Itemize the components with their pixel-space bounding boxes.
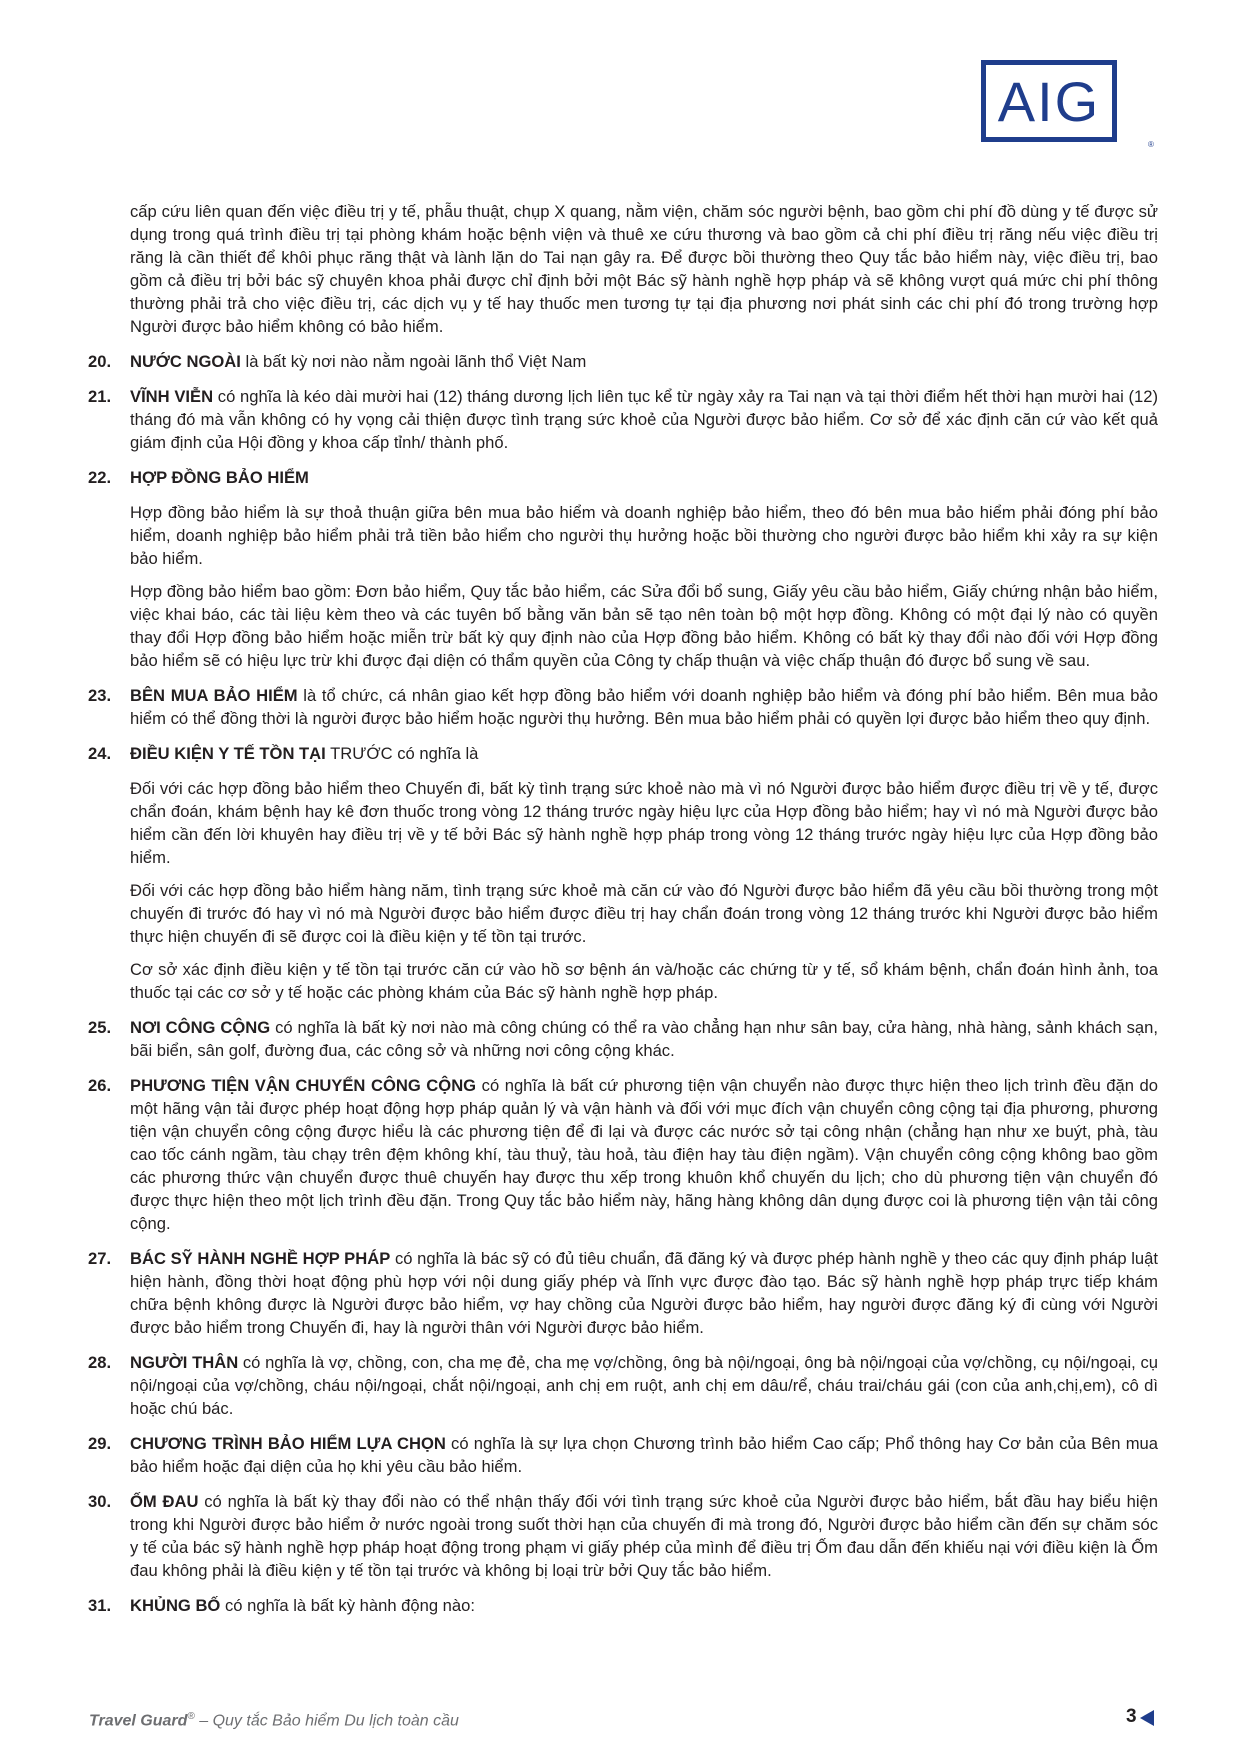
item-term: ỐM ĐAU [130, 1492, 199, 1511]
item-number: 30. [88, 1492, 112, 1511]
item-number: 24. [88, 744, 112, 763]
item-text: có nghĩa là vợ, chồng, con, cha mẹ đẻ, cha mẹ vợ/chồng, ông bà nội/ngoại, ông bà nội/ngoại của vợ/chồng, cụ nội/ngoại, cụ nội/ngoại của vợ/chồng, cháu nội/ngoại, chắt nội/ngoại, anh chị em ruột, anh chị em dâu/rể, cháu trai/cháu gái (con của anh,chị,em), cô dì hoặc chú bác. [130, 1353, 1158, 1418]
item-text: có nghĩa là bác sỹ có đủ tiêu chuẩn, đã đăng ký và được phép hành nghề y theo các quy định pháp luật hiện hành, đồng thời hoạt động phù hợp với nội dung giấy phép và lĩnh vực được đào tạo. Bác sỹ hành nghề hợp pháp trực tiếp khám chữa bệnh không được là Người được bảo hiểm, vợ hay chồng của Người được bảo hiểm, hay người được đăng ký đi cùng với Người được bảo hiểm trong Chuyến đi, hay là người thân với Người được bảo hiểm. [130, 1249, 1158, 1337]
footer-brand: Travel Guard [89, 1712, 188, 1730]
item-text: có nghĩa là bất kỳ thay đổi nào có thể nhận thấy đối với tình trạng sức khoẻ của Người được bảo hiểm, bắt đầu hay biểu hiện trong khi Người được bảo hiểm ở nước ngoài trong suốt thời hạn của chuyến đi mà trong đó, Người được bảo hiểm cần đến sự chăm sóc y tế của bác sỹ hành nghề hợp pháp hoạt động trong phạm vi giấy phép của mình để điều trị Ốm đau dẫn đến khiếu nại với điều kiện là Ốm đau không phải là điều kiện y tế tồn tại trước và không bị loại trừ bởi Quy tắc bảo hiểm. [130, 1492, 1158, 1580]
item-number: 27. [88, 1249, 112, 1268]
page-triangle-icon [1140, 1710, 1154, 1726]
page-number: 3 [1126, 1706, 1137, 1727]
item-number: 29. [88, 1434, 112, 1453]
definition-item-26 [88, 1074, 1158, 1235]
item-paragraph: Hợp đồng bảo hiểm bao gồm: Đơn bảo hiểm, Quy tắc bảo hiểm, các Sửa đổi bổ sung, Giấy yêu cầu bảo hiểm, Giấy chứng nhận bảo hiểm, việc khai báo, các tài liệu kèm theo và các tuyên bố bằng văn bản sẽ tạo nên toàn bộ một hợp đồng. Không có một đại lý nào có quyền thay đổi Hợp đồng bảo hiểm hoặc miễn trừ bất kỳ quy định nào của Hợp đồng bảo hiểm. Không có bất kỳ thay đổi nào đối với Hợp đồng bảo hiểm sẽ có hiệu lực trừ khi được đại diện có thẩm quyền của Công ty chấp thuận và việc chấp thuận đó được bổ sung về sau. [130, 582, 1158, 670]
item-term: NGƯỜI THÂN [130, 1353, 239, 1372]
definition-item-20 [88, 350, 1158, 373]
item-paragraph: Đối với các hợp đồng bảo hiểm theo Chuyến đi, bất kỳ tình trạng sức khoẻ nào mà vì nó Người được bảo hiểm được điều trị về y tế, được chẩn đoán, khám bệnh hay kê đơn thuốc trong vòng 12 tháng trước ngày hiệu lực của Hợp đồng bảo hiểm; hay vì nó mà Người được bảo hiểm cần đến lời khuyên hay điều trị về y tế bởi Bác sỹ hành nghề hợp pháp trong vòng 12 tháng trước ngày hiệu lực của Hợp đồng bảo hiểm. [130, 779, 1158, 867]
item-term: NƯỚC NGOÀI [130, 352, 241, 371]
item-number: 28. [88, 1353, 112, 1372]
item-text: là bất kỳ nơi nào nằm ngoài lãnh thổ Việt Nam [240, 352, 587, 371]
definition-item-27 [88, 1247, 1158, 1339]
item-text: có nghĩa là bất cứ phương tiện vận chuyển nào được thực hiện theo lịch trình đều đặn do một hãng vận tải được phép hoạt động hợp pháp quản lý và vận hành và đối với mục đích vận chuyển công cộng tại địa phương, phương tiện vận chuyển công cộng được hiểu là các phương tiện để đi lại và được các nước sở tại công nhận (chẳng hạn như xe buýt, phà, tàu cao tốc cánh ngầm, tàu chạy trên đệm không khí, tàu thuỷ, tàu hoả, tàu điện hay tàu điện ngầm). Vận chuyển công cộng không bao gồm các phương thức vận chuyển được thuê chuyến hay được thu xếp trong khuôn khổ chuyến du lịch; cho dù phương tiện vận chuyển đó được thực hiện theo một lịch trình đều đặn. Trong Quy tắc bảo hiểm này, hãng hàng không dân dụng được coi là phương tiện vận tải công cộng. [130, 1076, 1158, 1233]
item-number: 23. [88, 686, 112, 705]
item-term: ĐIỀU KIỆN Y TẾ TỒN TẠI [130, 744, 326, 763]
item-number: 22. [88, 468, 112, 487]
definition-item-21 [88, 385, 1158, 454]
item-paragraph: Đối với các hợp đồng bảo hiểm hàng năm, tình trạng sức khoẻ mà căn cứ vào đó Người được bảo hiểm đã yêu cầu bồi thường trong một chuyến đi trước đó hay vì nó mà Người được bảo hiểm được điều trị hay chẩn đoán trong vòng 12 tháng trước khi Người được bảo hiểm thực hiện chuyến đi sẽ được coi là điều kiện y tế tồn tại trước. [130, 881, 1158, 946]
item-term: HỢP ĐỒNG BẢO HIỂM [130, 468, 309, 487]
item-term: VĨNH VIỄN [130, 387, 214, 406]
item-text: là tổ chức, cá nhân giao kết hợp đồng bảo hiểm với doanh nghiệp bảo hiểm và đóng phí bảo hiểm. Bên mua bảo hiểm có thể đồng thời là người được bảo hiểm hoặc người thụ hưởng. Bên mua bảo hiểm phải có quyền lợi được bảo hiểm theo quy định. [130, 686, 1158, 728]
item-term: BÁC SỸ HÀNH NGHỀ HỢP PHÁP [130, 1249, 391, 1268]
definition-item-23 [88, 684, 1158, 730]
definition-item-29 [88, 1432, 1158, 1478]
item-term: PHƯƠNG TIỆN VẬN CHUYỂN CÔNG CỘNG [130, 1076, 477, 1095]
footer-document-title [89, 1711, 459, 1730]
item-paragraph: Hợp đồng bảo hiểm là sự thoả thuận giữa bên mua bảo hiểm và doanh nghiệp bảo hiểm, theo đó bên mua bảo hiểm phải đóng phí bảo hiểm, doanh nghiệp bảo hiểm phải trả tiền bảo hiểm cho người thụ hưởng hoặc bồi thường cho người được bảo hiểm khi xảy ra sự kiện bảo hiểm. [130, 503, 1158, 568]
logo-registered-mark: ® [1148, 140, 1154, 149]
item-number: 25. [88, 1018, 112, 1037]
definition-item-31 [88, 1594, 1158, 1617]
item-number: 31. [88, 1596, 112, 1615]
item-number: 21. [88, 387, 112, 406]
item-text: có nghĩa là bất kỳ hành động nào: [220, 1596, 475, 1615]
footer-title-text: – Quy tắc Bảo hiểm Du lịch toàn cầu [194, 1712, 459, 1730]
document-body [88, 200, 1158, 1617]
item-text: TRƯỚC có nghĩa là [325, 744, 479, 763]
aig-logo [981, 60, 1117, 142]
item-number: 26. [88, 1076, 112, 1095]
definition-item-28 [88, 1351, 1158, 1420]
item-text: có nghĩa là bất kỳ nơi nào mà công chúng có thể ra vào chẳng hạn như sân bay, cửa hàng, nhà hàng, sảnh khách sạn, bãi biển, sân golf, đường đua, các công sở và những nơi công cộng khác. [130, 1018, 1158, 1060]
item-text: có nghĩa là sự lựa chọn Chương trình bảo hiểm Cao cấp; Phổ thông hay Cơ bản của Bên mua bảo hiểm hoặc đại diện của họ khi yêu cầu bảo hiểm. [130, 1434, 1158, 1476]
intro-paragraph: cấp cứu liên quan đến việc điều trị y tế, phẫu thuật, chụp X quang, nằm viện, chăm sóc người bệnh, bao gồm chi phí đồ dùng y tế được sử dụng trong quá trình điều trị tại phòng khám hoặc bệnh viện và thuê xe cứu thương và bao gồm cả chi phí điều trị răng nếu việc điều trị răng là cần thiết để khôi phục răng thật và lành lặn do Tai nạn gây ra. Để được bồi thường theo Quy tắc bảo hiểm này, việc điều trị, bao gồm cả điều trị bởi bác sỹ chuyên khoa phải được chỉ định bởi một Bác sỹ hành nghề hợp pháp và sẽ không vượt quá mức chi phí thông thường phải trả cho việc điều trị, các dịch vụ y tế hay thuốc men tương tự tại địa phương nơi phát sinh các chi phí đó trong trường hợp Người được bảo hiểm không có bảo hiểm. [130, 202, 1158, 336]
definition-item-30 [88, 1490, 1158, 1582]
logo-text: AIG [997, 70, 1101, 133]
item-paragraph: Cơ sở xác định điều kiện y tế tồn tại trước căn cứ vào hồ sơ bệnh án và/hoặc các chứng từ y tế, sổ khám bệnh, chẩn đoán hình ảnh, toa thuốc tại các cơ sở y tế hoặc các phòng khám của Bác sỹ hành nghề hợp pháp. [130, 960, 1158, 1002]
definition-item-25 [88, 1016, 1158, 1062]
item-text: có nghĩa là kéo dài mười hai (12) tháng dương lịch liên tục kể từ ngày xảy ra Tai nạn và tại thời điểm hết thời hạn mười hai (12) tháng đó mà vẫn không có hy vọng cải thiện được tình trạng sức khoẻ của Người được bảo hiểm. Cơ sở để xác định căn cứ vào kết quả giám định của Hội đồng y khoa cấp tỉnh/ thành phố. [130, 387, 1158, 452]
item-term: KHỦNG BỐ [130, 1596, 221, 1615]
item-term: CHƯƠNG TRÌNH BẢO HIỂM LỰA CHỌN [130, 1434, 446, 1453]
footer-registered-mark: ® [187, 1711, 195, 1722]
definition-item-22 [88, 466, 1158, 672]
item-number: 20. [88, 352, 112, 371]
item-term: BÊN MUA BẢO HIỂM [130, 686, 298, 705]
item-term: NƠI CÔNG CỘNG [130, 1018, 271, 1037]
definition-item-24 [88, 742, 1158, 1004]
